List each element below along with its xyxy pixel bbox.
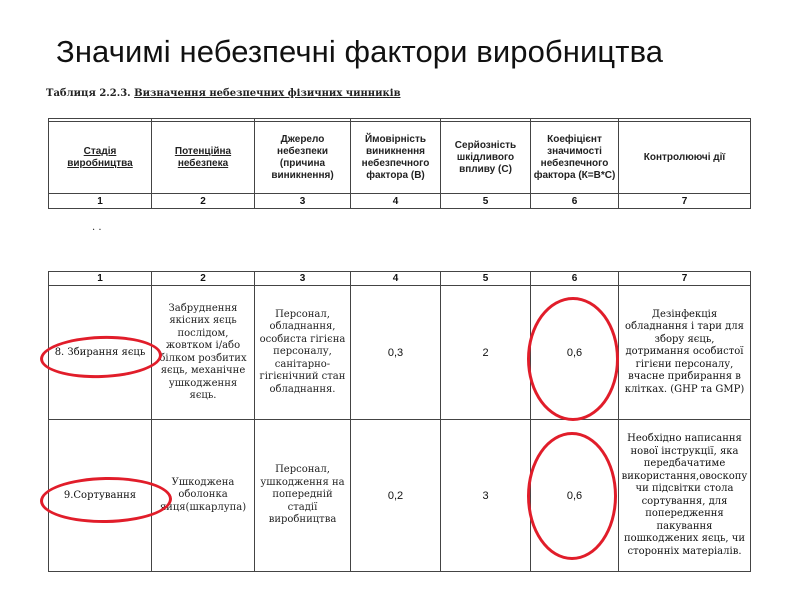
- column-header-probability: Ймовірність виникнення небезпечного фактора (В): [351, 122, 441, 194]
- stage-cell: 9.Сортування: [49, 420, 152, 572]
- column-number: 3: [255, 272, 351, 286]
- column-number: 5: [441, 272, 531, 286]
- slide-title: Значимі небезпечні фактори виробництва: [56, 34, 664, 69]
- controls-cell: Необхідно написання нової інструкції, яка передбачатиме використання,овоскопу чи підсвітки стола сортування, для попередження пакування пошкоджених яєць, чи сторонніх матеріалів.: [619, 420, 751, 572]
- data-table: [48, 271, 751, 572]
- column-number: 2: [152, 272, 255, 286]
- column-number: 3: [255, 194, 351, 209]
- hazard-cell: Ушкоджена оболонка яйця(шкарлупа): [152, 420, 255, 572]
- column-number: 5: [441, 194, 531, 209]
- stage-cell: 8. Збирання яєць: [49, 286, 152, 420]
- column-header-row: [49, 122, 751, 194]
- column-number: 4: [351, 272, 441, 286]
- column-number: 1: [49, 272, 152, 286]
- severity-cell: 2: [441, 286, 531, 420]
- column-number: 1: [49, 194, 152, 209]
- table-row: [49, 286, 751, 420]
- column-header-hazard: Потенційна небезпека: [152, 122, 255, 194]
- column-number: 7: [619, 194, 751, 209]
- ellipsis-marker: . .: [92, 222, 102, 233]
- table-caption: [46, 88, 401, 99]
- controls-cell: Дезінфекція обладнання і тари для збору яєць, дотримання особистої гігієни персоналу, вчасне прибирання в клітках. (GHP та GMP): [619, 286, 751, 420]
- source-cell: Персонал, обладнання, особиста гігієна персоналу, санітарно-гігієнічний стан обладнання.: [255, 286, 351, 420]
- column-header-coefficient: Коефіцієнт значимості небезпечного фактора (К=В*С): [531, 122, 619, 194]
- column-number: 2: [152, 194, 255, 209]
- source-cell: Персонал, ушкодження на попередній стадії виробництва: [255, 420, 351, 572]
- column-number: 6: [531, 194, 619, 209]
- column-number: 4: [351, 194, 441, 209]
- header-table: [48, 118, 751, 209]
- column-header-stage: Стадія виробництва: [49, 122, 152, 194]
- column-header-controls: Контролюючі дії: [619, 122, 751, 194]
- probability-cell: 0,2: [351, 420, 441, 572]
- table-caption-title: Визначення небезпечних фізичних чинників: [134, 88, 401, 99]
- column-header-source: Джерело небезпеки (причина виникнення): [255, 122, 351, 194]
- severity-cell: 3: [441, 420, 531, 572]
- column-number: 7: [619, 272, 751, 286]
- column-number-row: [49, 194, 751, 209]
- hazard-cell: Забруднення якісних яєць послідом, жовтком і/або білком розбитих яєць, механічне ушкодження яєць.: [152, 286, 255, 420]
- column-header-severity: Серйозність шкідливого впливу (С): [441, 122, 531, 194]
- coefficient-cell: 0,6: [531, 286, 619, 420]
- table-caption-prefix: Таблиця 2.2.3.: [46, 88, 135, 99]
- column-number: 6: [531, 272, 619, 286]
- column-number-row: [49, 272, 751, 286]
- coefficient-cell: 0,6: [531, 420, 619, 572]
- table-row: [49, 420, 751, 572]
- probability-cell: 0,3: [351, 286, 441, 420]
